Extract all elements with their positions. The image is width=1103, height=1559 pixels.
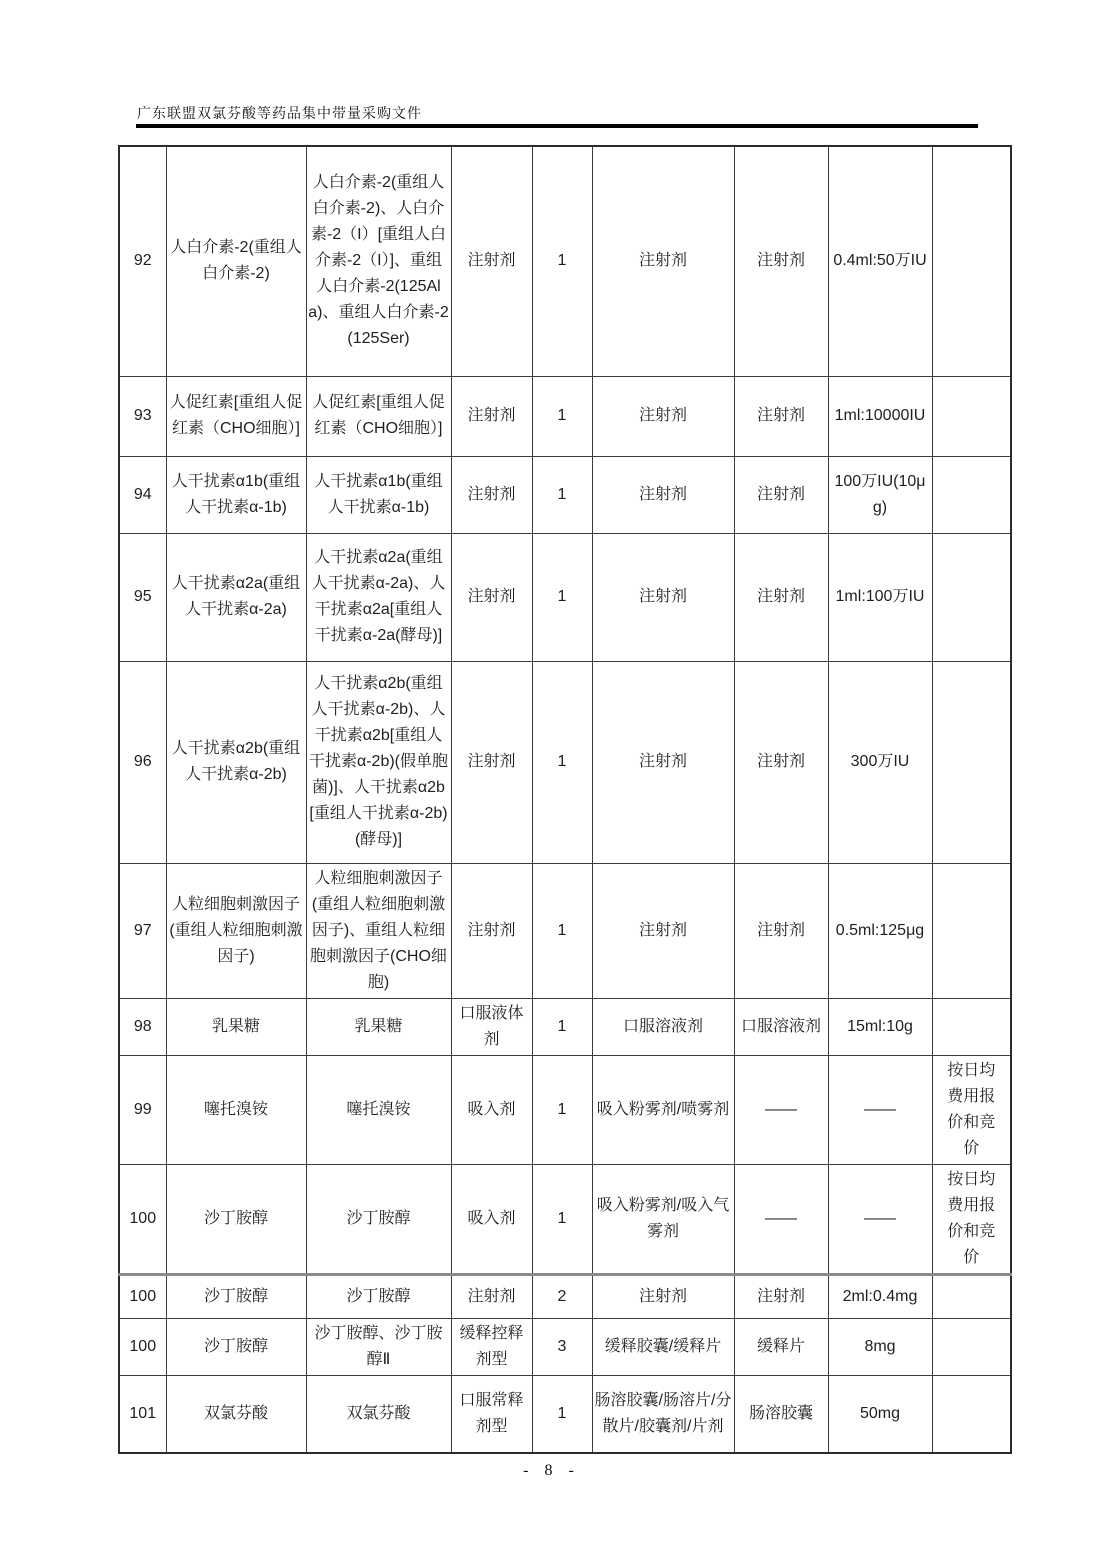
cell-note: 按日均费用报价和竞价 [932, 1164, 1011, 1274]
cell-spec: 8mg [828, 1318, 932, 1375]
cell-form-class: 口服常释剂型 [451, 1375, 532, 1453]
cell-rep-form: 注射剂 [734, 1274, 828, 1318]
cell-drug-detail: 人促红素[重组人促红素（CHO细胞）] [306, 376, 451, 456]
cell-form-range: 肠溶胶囊/肠溶片/分散片/胶囊剂/片剂 [592, 1375, 734, 1453]
cell-row-number: 93 [119, 376, 166, 456]
cell-note [932, 1318, 1011, 1375]
cell-drug-detail: 人干扰素α1b(重组人干扰素α-1b) [306, 456, 451, 533]
cell-group-no: 1 [532, 1055, 592, 1164]
cell-rep-form: —— [734, 1164, 828, 1274]
cell-drug-name: 沙丁胺醇 [166, 1164, 306, 1274]
cell-form-range: 注射剂 [592, 661, 734, 863]
cell-group-no: 1 [532, 376, 592, 456]
cell-note [932, 1375, 1011, 1453]
cell-rep-form: —— [734, 1055, 828, 1164]
table-row [119, 1055, 1011, 1164]
cell-group-no: 1 [532, 1164, 592, 1274]
cell-note [932, 998, 1011, 1055]
cell-note [932, 661, 1011, 863]
cell-form-class: 注射剂 [451, 146, 532, 376]
cell-form-class: 吸入剂 [451, 1164, 532, 1274]
cell-row-number: 100 [119, 1274, 166, 1318]
cell-form-range: 注射剂 [592, 456, 734, 533]
cell-form-class: 缓释控释剂型 [451, 1318, 532, 1375]
cell-group-no: 1 [532, 456, 592, 533]
cell-rep-form: 注射剂 [734, 146, 828, 376]
table-row [119, 1318, 1011, 1375]
cell-drug-name: 人促红素[重组人促红素（CHO细胞）] [166, 376, 306, 456]
cell-drug-detail: 双氯芬酸 [306, 1375, 451, 1453]
cell-note [932, 456, 1011, 533]
cell-drug-detail: 沙丁胺醇 [306, 1274, 451, 1318]
cell-note [932, 1274, 1011, 1318]
cell-form-range: 注射剂 [592, 1274, 734, 1318]
procurement-table-body [119, 146, 1011, 1453]
table-row [119, 533, 1011, 661]
cell-rep-form: 注射剂 [734, 661, 828, 863]
cell-group-no: 1 [532, 533, 592, 661]
cell-drug-detail: 人粒细胞刺激因子(重组人粒细胞刺激因子)、重组人粒细胞刺激因子(CHO细胞) [306, 863, 451, 998]
cell-row-number: 95 [119, 533, 166, 661]
cell-spec: 100万IU(10μg) [828, 456, 932, 533]
cell-rep-form: 肠溶胶囊 [734, 1375, 828, 1453]
cell-drug-detail: 人白介素-2(重组人白介素-2)、人白介素-2（I）[重组人白介素-2（I）]、重组人白介素-2(125Ala)、重组人白介素-2(125Ser) [306, 146, 451, 376]
cell-row-number: 94 [119, 456, 166, 533]
cell-spec: 1ml:100万IU [828, 533, 932, 661]
cell-rep-form: 注射剂 [734, 533, 828, 661]
cell-spec: 50mg [828, 1375, 932, 1453]
cell-group-no: 1 [532, 661, 592, 863]
cell-drug-detail: 人干扰素α2b(重组人干扰素α-2b)、人干扰素α2b[重组人干扰素α-2b)(假单胞菌)]、人干扰素α2b[重组人干扰素α-2b)(酵母)] [306, 661, 451, 863]
cell-form-class: 注射剂 [451, 456, 532, 533]
document-header-title: 广东联盟双氯芬酸等药品集中带量采购文件 [137, 107, 422, 122]
cell-drug-detail: 乳果糖 [306, 998, 451, 1055]
cell-form-range: 注射剂 [592, 533, 734, 661]
cell-spec: 2ml:0.4mg [828, 1274, 932, 1318]
cell-form-class: 吸入剂 [451, 1055, 532, 1164]
cell-spec: 15ml:10g [828, 998, 932, 1055]
cell-drug-name: 噻托溴铵 [166, 1055, 306, 1164]
cell-form-class: 注射剂 [451, 1274, 532, 1318]
cell-row-number: 99 [119, 1055, 166, 1164]
cell-form-range: 缓释胶囊/缓释片 [592, 1318, 734, 1375]
cell-drug-name: 人粒细胞刺激因子(重组人粒细胞刺激因子) [166, 863, 306, 998]
cell-form-class: 注射剂 [451, 533, 532, 661]
cell-spec: 0.5ml:125μg [828, 863, 932, 998]
cell-spec: 1ml:10000IU [828, 376, 932, 456]
cell-rep-form: 注射剂 [734, 456, 828, 533]
table-row [119, 1274, 1011, 1318]
cell-row-number: 100 [119, 1318, 166, 1375]
cell-note [932, 376, 1011, 456]
cell-form-range: 吸入粉雾剂/吸入气雾剂 [592, 1164, 734, 1274]
table-row [119, 863, 1011, 998]
cell-spec: 300万IU [828, 661, 932, 863]
table-row [119, 376, 1011, 456]
cell-spec: —— [828, 1055, 932, 1164]
cell-group-no: 2 [532, 1274, 592, 1318]
table-row [119, 146, 1011, 376]
cell-form-range: 注射剂 [592, 376, 734, 456]
procurement-table [118, 145, 1012, 1454]
cell-rep-form: 缓释片 [734, 1318, 828, 1375]
cell-group-no: 1 [532, 146, 592, 376]
cell-rep-form: 注射剂 [734, 376, 828, 456]
cell-form-range: 口服溶液剂 [592, 998, 734, 1055]
cell-row-number: 98 [119, 998, 166, 1055]
cell-drug-detail: 沙丁胺醇 [306, 1164, 451, 1274]
cell-row-number: 100 [119, 1164, 166, 1274]
cell-row-number: 92 [119, 146, 166, 376]
cell-form-class: 口服液体剂 [451, 998, 532, 1055]
cell-drug-name: 人干扰素α2a(重组人干扰素α-2a) [166, 533, 306, 661]
cell-form-range: 注射剂 [592, 863, 734, 998]
cell-drug-name: 双氯芬酸 [166, 1375, 306, 1453]
table-row [119, 456, 1011, 533]
cell-form-range: 吸入粉雾剂/喷雾剂 [592, 1055, 734, 1164]
cell-drug-name: 沙丁胺醇 [166, 1274, 306, 1318]
cell-group-no: 1 [532, 1375, 592, 1453]
cell-group-no: 1 [532, 998, 592, 1055]
cell-drug-detail: 人干扰素α2a(重组人干扰素α-2a)、人干扰素α2a[重组人干扰素α-2a(酵母)] [306, 533, 451, 661]
cell-group-no: 3 [532, 1318, 592, 1375]
cell-form-class: 注射剂 [451, 376, 532, 456]
cell-row-number: 97 [119, 863, 166, 998]
page-number: - 8 - [523, 1462, 580, 1479]
table-row [119, 1375, 1011, 1453]
cell-rep-form: 注射剂 [734, 863, 828, 998]
cell-note [932, 863, 1011, 998]
cell-row-number: 101 [119, 1375, 166, 1453]
table-row [119, 1164, 1011, 1274]
cell-drug-name: 人干扰素α1b(重组人干扰素α-1b) [166, 456, 306, 533]
table-row [119, 661, 1011, 863]
header-rule [136, 124, 978, 128]
cell-form-class: 注射剂 [451, 863, 532, 998]
cell-spec: —— [828, 1164, 932, 1274]
cell-drug-name: 乳果糖 [166, 998, 306, 1055]
cell-rep-form: 口服溶液剂 [734, 998, 828, 1055]
cell-row-number: 96 [119, 661, 166, 863]
cell-form-class: 注射剂 [451, 661, 532, 863]
cell-spec: 0.4ml:50万IU [828, 146, 932, 376]
cell-drug-name: 人白介素-2(重组人白介素-2) [166, 146, 306, 376]
cell-drug-detail: 噻托溴铵 [306, 1055, 451, 1164]
cell-group-no: 1 [532, 863, 592, 998]
cell-form-range: 注射剂 [592, 146, 734, 376]
cell-drug-detail: 沙丁胺醇、沙丁胺醇Ⅱ [306, 1318, 451, 1375]
cell-note: 按日均费用报价和竞价 [932, 1055, 1011, 1164]
table-row [119, 998, 1011, 1055]
cell-note [932, 146, 1011, 376]
cell-drug-name: 沙丁胺醇 [166, 1318, 306, 1375]
cell-drug-name: 人干扰素α2b(重组人干扰素α-2b) [166, 661, 306, 863]
cell-note [932, 533, 1011, 661]
